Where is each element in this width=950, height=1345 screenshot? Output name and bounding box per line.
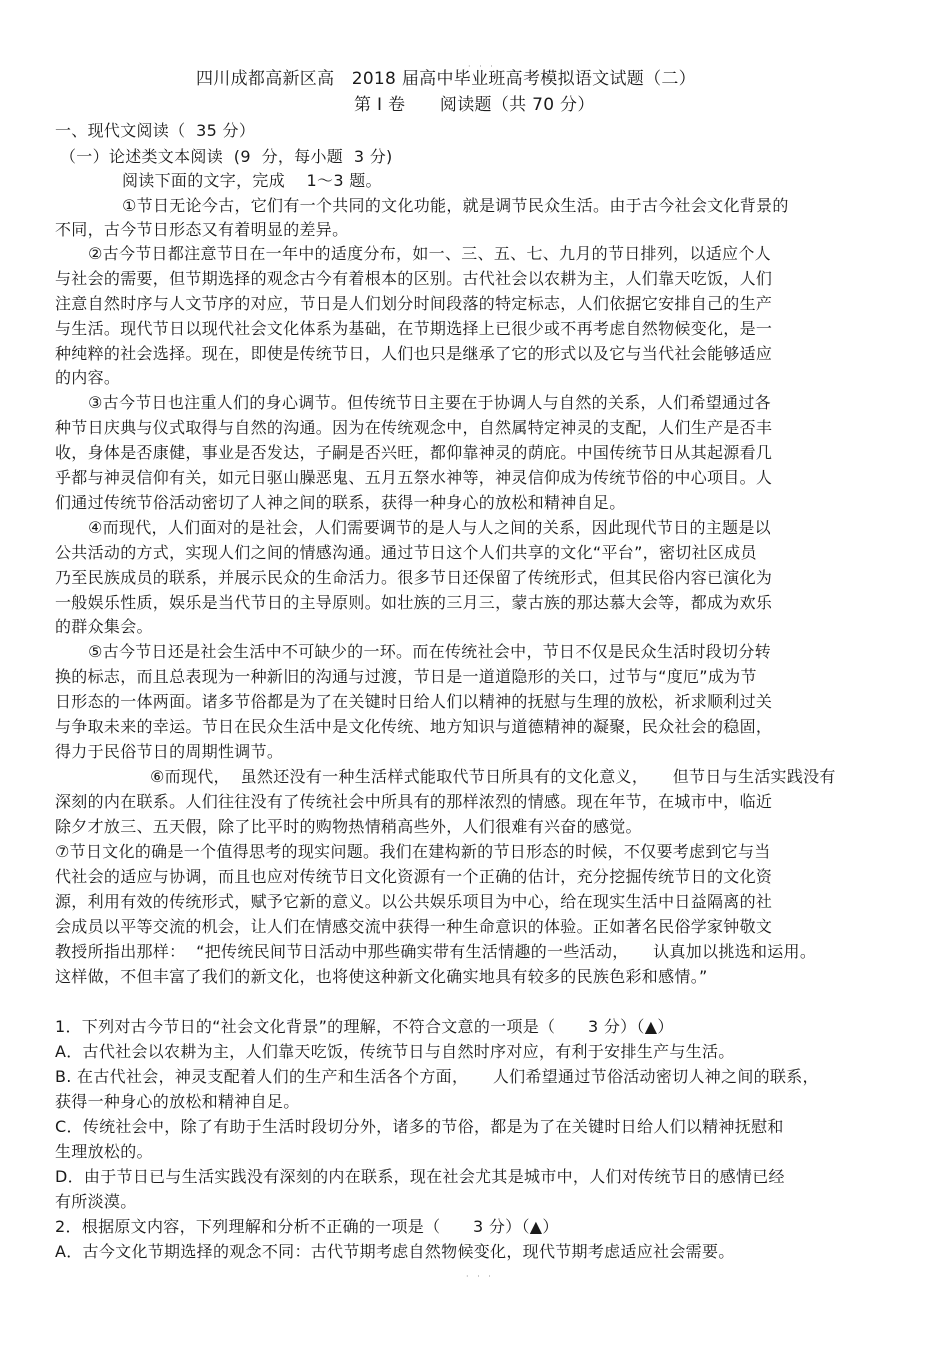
question-1-stem: 1．下列对古今节日的“社会文化背景”的理解，不符合文意的一项是（ 3 分）（▲）: [55, 1017, 674, 1036]
passage-line: 换的标志，而且总表现为一种新旧的沟通与过渡，节日是一道道隐形的关口，过节与“度厄”成为节: [55, 667, 757, 686]
question-2-stem: 2．根据原文内容，下列理解和分析不正确的一项是（ 3 分）（▲）: [55, 1217, 559, 1236]
passage-line: ④而现代，人们面对的是社会，人们需要调节的是人与人之间的关系，因此现代节日的主题是以: [88, 518, 771, 537]
question-1-option-b-cont: 获得一种身心的放松和精神自足。: [55, 1092, 300, 1111]
passage-line: 公共活动的方式，实现人们之间的情感沟通。通过节日这个人们共享的文化“平台”，密切社区成员: [55, 543, 757, 562]
section-heading: 一、现代文阅读（ 35 分）: [55, 121, 256, 140]
top-scan-marks: · · ·: [468, 62, 496, 71]
sub-section-heading: （一）论述类文本阅读 (9 分，每小题 3 分): [60, 147, 393, 166]
reading-instruction: 阅读下面的文字，完成 1～3 题。: [122, 171, 382, 190]
question-2-option-a: A．古今文化节期选择的观念不同：古代节期考虑自然物候变化，现代节期考虑适应社会需要。: [55, 1242, 735, 1261]
passage-line: 与争取未来的幸运。节日在民众生活中是文化传统、地方知识与道德精神的凝聚，民众社会的稳固，: [55, 717, 773, 736]
question-1-option-c-cont: 生理放松的。: [55, 1142, 153, 1161]
passage-line: ⑥而现代， 虽然还没有一种生活样式能取代节日所具有的文化意义， 但节日与生活实践没有: [150, 767, 836, 786]
exam-title: 四川成都高新区高 2018 届高中毕业班高考模拟语文试题（二）: [196, 69, 696, 89]
passage-line: 的群众集会。: [55, 617, 153, 636]
passage-line: ②古今节日都注意节日在一年中的适度分布，如一、三、五、七、九月的节日排列，以适应个人: [88, 244, 771, 263]
passage-line: 日形态的一体两面。诸多节俗都是为了在关键时日给人们以精神的抚慰与生理的放松，祈求顺利过关: [55, 692, 773, 711]
passage-line: ⑦节日文化的确是一个值得思考的现实问题。我们在建构新的节日形态的时候，不仅要考虑到它与当: [55, 842, 771, 861]
passage-line: 收，身体是否康健，事业是否发达，子嗣是否兴旺，都仰靠神灵的荫庇。中国传统节日从其起源看几: [55, 443, 773, 462]
passage-line: 会成员以平等交流的机会，让人们在情感交流中获得一种生命意识的体验。正如著名民俗学家钟敬文: [55, 917, 773, 936]
passage-line: 代社会的适应与协调，而且也应对传统节日文化资源有一个正确的估计，充分挖掘传统节日的文化资: [55, 867, 773, 886]
passage-line: 不同，古今节日形态又有着明显的差异。: [55, 220, 349, 239]
passage-line: 与生活。现代节日以现代社会文化体系为基础，在节期选择上已很少或不再考虑自然物候变化，是一: [55, 319, 773, 338]
passage-line: 这样做，不但丰富了我们的新文化，也将使这种新文化确实地具有较多的民族色彩和感情。”: [55, 967, 708, 986]
passage-line: 得力于民俗节日的周期性调节。: [55, 742, 284, 761]
volume-subtitle: 第 I 卷 阅读题（共 70 分）: [354, 95, 595, 115]
question-1-option-a: A．古代社会以农耕为主，人们靠天吃饭，传统节日与自然时序对应，有利于安排生产与生活。: [55, 1042, 735, 1061]
passage-line: 除夕才放三、五天假，除了比平时的购物热情稍高些外，人们很难有兴奋的感觉。: [55, 817, 642, 836]
passage-line: ③古今节日也注重人们的身心调节。但传统节日主要在于协调人与自然的关系，人们希望通过各: [88, 393, 771, 412]
passage-line: 种节日庆典与仪式取得与自然的沟通。因为在传统观念中，自然属特定神灵的支配，人们生产是否丰: [55, 418, 773, 437]
passage-line: 乃至民族成员的联系，并展示民众的生命活力。很多节日还保留了传统形式，但其民俗内容已演化为: [55, 568, 773, 587]
question-1-option-d: D．由于节日已与生活实践没有深刻的内在联系，现在社会尤其是城市中，人们对传统节日的感情已经: [55, 1167, 785, 1186]
question-1-option-d-cont: 有所淡漠。: [55, 1192, 137, 1211]
passage-line: 源，利用有效的传统形式，赋予它新的意义。以公共娱乐项目为中心，给在现实生活中日益隔离的社: [55, 892, 773, 911]
passage-line: 教授所指出那样： “把传统民间节日活动中那些确实带有生活情趣的一些活动， 认真加以挑选和运用。: [55, 942, 817, 961]
question-1-option-b: B. 在古代社会，神灵支配着人们的生产和生活各个方面， 人们希望通过节俗活动密切人神之间的联系，: [55, 1067, 819, 1086]
passage-line: 们通过传统节俗活动密切了人神之间的联系，获得一种身心的放松和精神自足。: [55, 493, 626, 512]
bottom-scan-marks: · · ·: [466, 1272, 494, 1281]
passage-line: ⑤古今节日还是社会生活中不可缺少的一环。而在传统社会中，节日不仅是民众生活时段切分转: [88, 642, 771, 661]
passage-line: 深刻的内在联系。人们往往没有了传统社会中所具有的那样浓烈的情感。现在年节，在城市中，临近: [55, 792, 773, 811]
passage-line: 的内容。: [55, 368, 121, 387]
passage-line: 注意自然时序与人文节序的对应，节日是人们划分时间段落的特定标志，人们依据它安排自己的生产: [55, 294, 773, 313]
passage-line: ①节日无论今古，它们有一个共同的文化功能，就是调节民众生活。由于古今社会文化背景的: [122, 196, 789, 215]
question-1-option-c: C．传统社会中，除了有助于生活时段切分外，诸多的节俗，都是为了在关键时日给人们以精神抚慰和: [55, 1117, 784, 1136]
passage-line: 乎都与神灵信仰有关，如元日驱山臊恶鬼、五月五祭水神等，神灵信仰成为传统节俗的中心项目。人: [55, 468, 773, 487]
passage-line: 与社会的需要，但节期选择的观念古今有着根本的区别。古代社会以农耕为主，人们靠天吃饭，人们: [55, 269, 773, 288]
passage-line: 种纯粹的社会选择。现在，即使是传统节日，人们也只是继承了它的形式以及它与当代社会能够适应: [55, 344, 773, 363]
passage-line: 一般娱乐性质，娱乐是当代节日的主导原则。如壮族的三月三，蒙古族的那达慕大会等，都成为欢乐: [55, 593, 773, 612]
